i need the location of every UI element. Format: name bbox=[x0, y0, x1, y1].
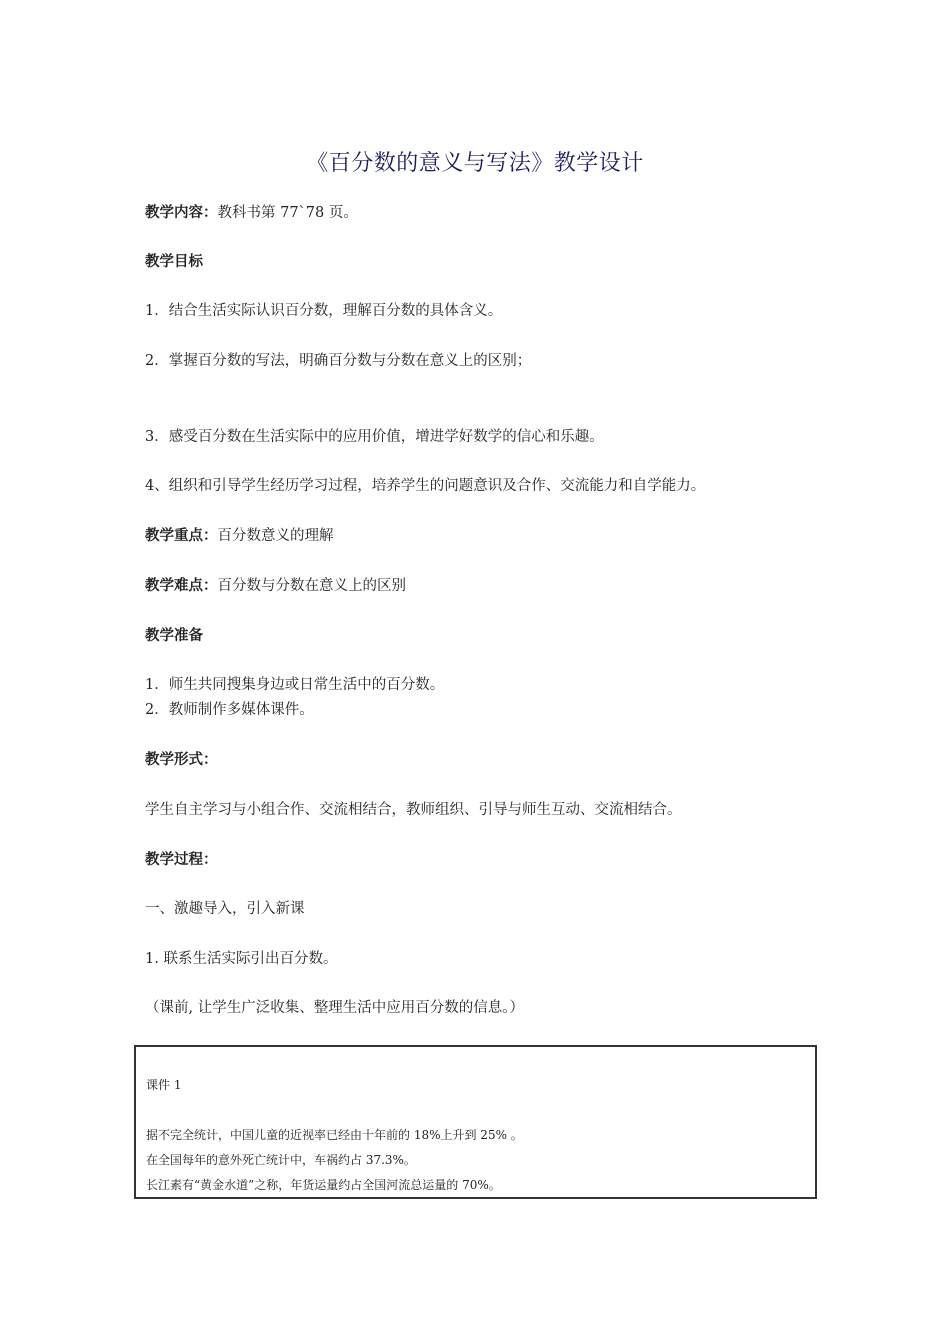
prep-item-2: 2．教师制作多媒体课件。 bbox=[145, 702, 314, 718]
key-point bbox=[145, 526, 334, 546]
courseware-title: 课件 1 bbox=[146, 1078, 182, 1092]
key-point-label: 教学重点： bbox=[145, 528, 218, 544]
form-text: 学生自主学习与小组合作、交流相结合，教师组织、引导与师生互动、交流相结合。 bbox=[145, 802, 682, 818]
goals-heading: 教学目标 bbox=[145, 254, 203, 270]
difficulty-label: 教学难点： bbox=[145, 578, 218, 594]
form-heading: 教学形式： bbox=[145, 752, 218, 768]
process-heading: 教学过程： bbox=[145, 852, 218, 868]
teaching-content bbox=[145, 203, 358, 223]
difficulty-text: 百分数与分数在意义上的区别 bbox=[217, 578, 406, 594]
goal-item-4: 4、组织和引导学生经历学习过程，培养学生的问题意识及合作、交流能力和自学能力。 bbox=[145, 478, 706, 494]
courseware-line-3: 长江素有“黄金水道”之称，年货运量约占全国河流总运量的 70%。 bbox=[146, 1178, 501, 1192]
teaching-content-label: 教学内容： bbox=[145, 205, 218, 221]
goal-item-2: 2．掌握百分数的写法，明确百分数与分数在意义上的区别； bbox=[145, 353, 532, 369]
process-section-1: 一、激趣导入，引入新课 bbox=[145, 901, 305, 917]
goal-item-1: 1．结合生活实际认识百分数，理解百分数的具体含义。 bbox=[145, 303, 503, 319]
prep-heading: 教学准备 bbox=[145, 628, 203, 644]
courseware-line-1: 据不完全统计，中国儿童的近视率已经由十年前的 18%上升到 25% 。 bbox=[146, 1128, 523, 1142]
teaching-content-text: 教科书第 77`78 页。 bbox=[217, 205, 358, 221]
prep-item-1: 1．师生共同搜集身边或日常生活中的百分数。 bbox=[145, 677, 445, 693]
goal-item-3: 3．感受百分数在生活实际中的应用价值，增进学好数学的信心和乐趣。 bbox=[145, 429, 604, 445]
process-note: （课前, 让学生广泛收集、整理生活中应用百分数的信息。） bbox=[145, 1000, 524, 1016]
courseware-box bbox=[134, 1045, 817, 1199]
courseware-line-2: 在全国每年的意外死亡统计中，车祸约占 37.3%。 bbox=[146, 1153, 416, 1167]
difficulty bbox=[145, 576, 406, 596]
document-title: 《百分数的意义与写法》教学设计 bbox=[306, 151, 644, 176]
process-step-1: 1. 联系生活实际引出百分数。 bbox=[145, 951, 338, 967]
key-point-text: 百分数意义的理解 bbox=[217, 528, 334, 544]
